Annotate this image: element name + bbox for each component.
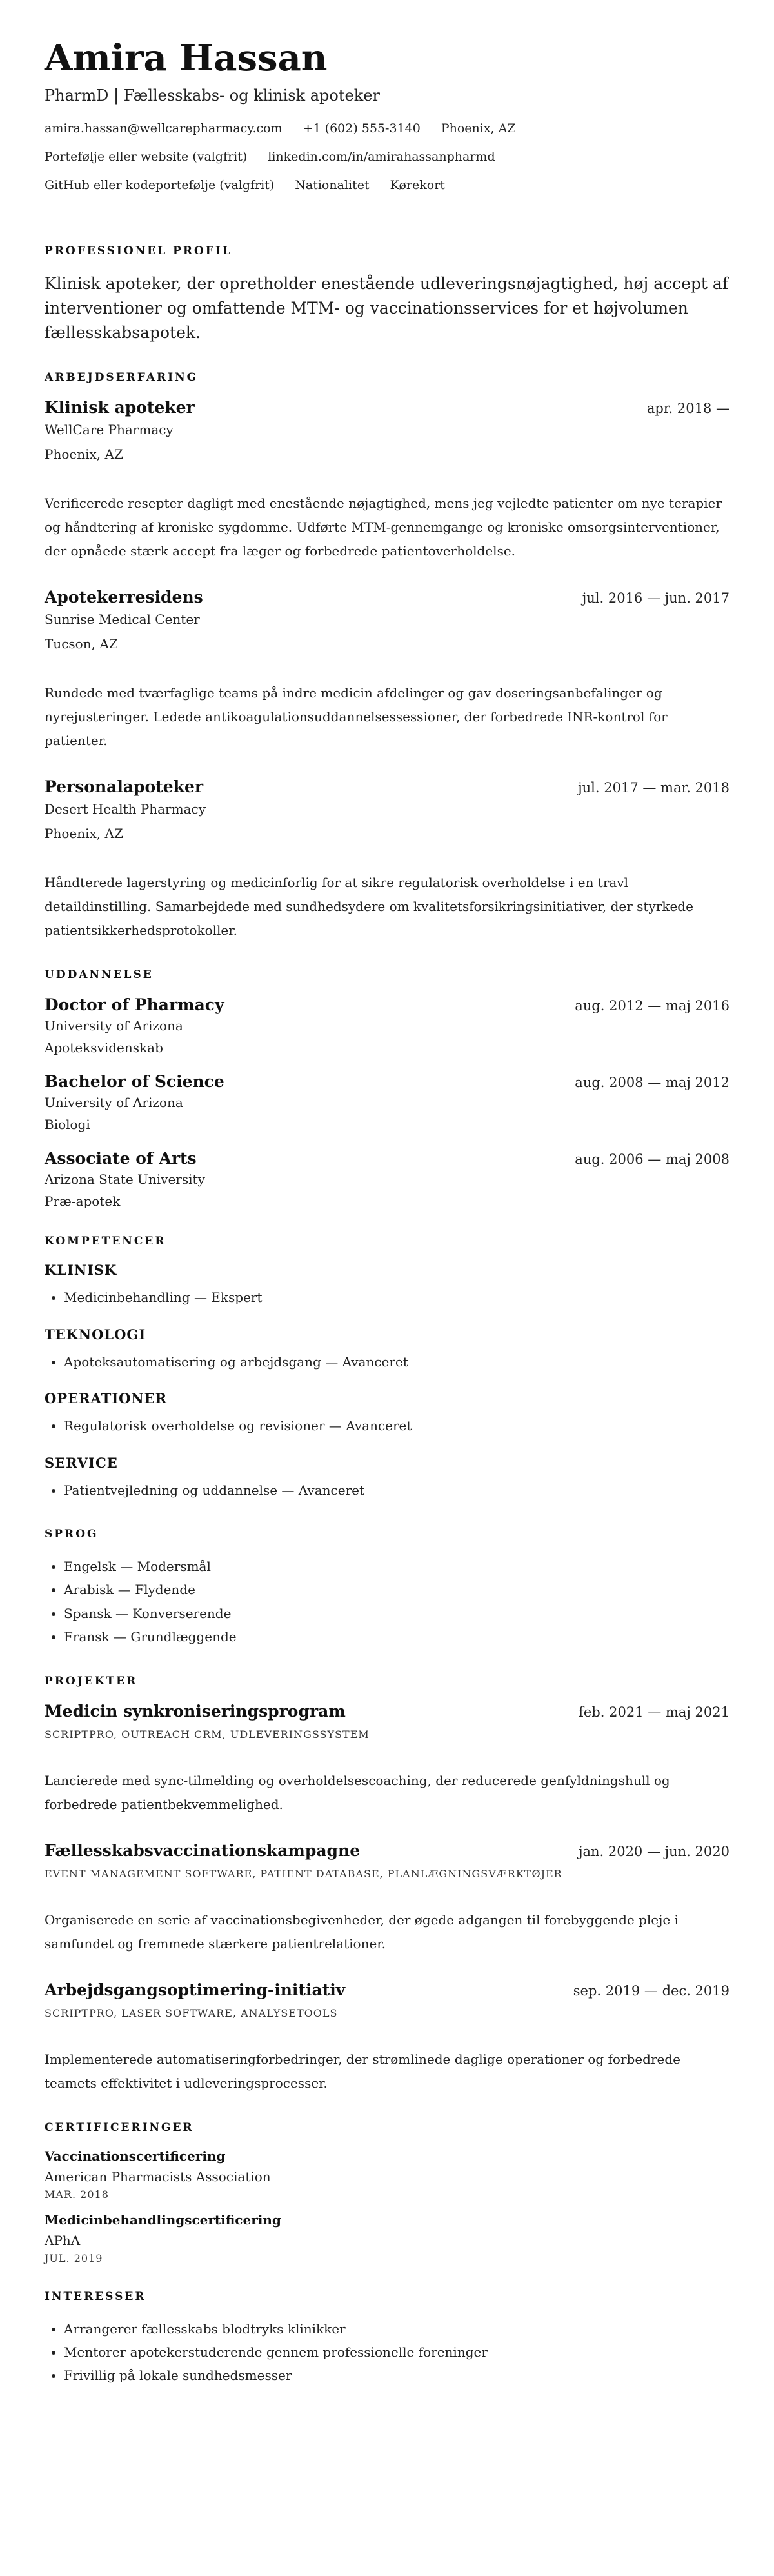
certification-date: MAR. 2018 <box>45 2188 109 2201</box>
contact-row-primary <box>45 121 729 135</box>
education-entry <box>45 1149 729 1209</box>
skill-category: OPERATIONER <box>45 1390 168 1407</box>
project-name: Medicin synkroniseringsprogram <box>45 1701 346 1721</box>
job-location: Phoenix, AZ <box>45 446 123 463</box>
contact-license: Kørekort <box>390 178 445 193</box>
degree-title: Associate of Arts <box>45 1149 197 1168</box>
job-date: jul. 2017 — mar. 2018 <box>578 780 729 796</box>
degree-title: Bachelor of Science <box>45 1072 224 1092</box>
project-tech: SCRIPTPRO, LASER SOFTWARE, ANALYSETOOLS <box>45 2006 338 2019</box>
degree-title: Doctor of Pharmacy <box>45 995 224 1015</box>
interest-item: • Mentorer apotekerstuderende gennem professionelle foreninger <box>64 2341 729 2364</box>
skills-heading: KOMPETENCER <box>45 1235 166 1248</box>
profile-heading: PROFESSIONEL PROFIL <box>45 245 232 258</box>
school-name: University of Arizona <box>45 1018 183 1034</box>
skill-list <box>45 1414 729 1437</box>
job-title: Personalapoteker <box>45 777 204 797</box>
job-company: WellCare Pharmacy <box>45 422 174 438</box>
certification-name: Medicinbehandlingscertificering <box>45 2212 281 2228</box>
project-entry <box>45 1702 729 1817</box>
project-entry <box>45 1981 729 2095</box>
skill-item: • Patientvejledning og uddannelse — Avanceret <box>64 1479 729 1502</box>
experience-entry <box>45 398 729 563</box>
project-description: Implementerede automatiseringforbedringer, der strømlinede daglige operationer og forbedrede teamets effektivitet i udleveringsprocesser. <box>45 2051 680 2091</box>
certification-name: Vaccinationscertificering <box>45 2148 226 2164</box>
degree-date: aug. 2012 — maj 2016 <box>575 998 729 1014</box>
language-item: • Arabisk — Flydende <box>64 1578 729 1601</box>
job-title: Apotekerresidens <box>45 588 203 607</box>
project-date: feb. 2021 — maj 2021 <box>579 1704 729 1720</box>
education-entry <box>45 1072 729 1132</box>
resume-header <box>45 37 729 192</box>
project-description: Organiserede en serie af vaccinationsbegivenheder, der øgede adgangen til forebyggende pleje i samfundet og fremmede stærkere patientrelationer. <box>45 1912 679 1952</box>
experience-heading: ARBEJDSERFARING <box>45 371 199 384</box>
projects-section <box>45 1675 729 2095</box>
skill-list <box>45 1350 729 1373</box>
interests-heading: INTERESSER <box>45 2290 146 2303</box>
skill-item: • Apoteksautomatisering og arbejdsgang — Avanceret <box>64 1350 729 1373</box>
job-company: Desert Health Pharmacy <box>45 801 206 817</box>
skill-category: SERVICE <box>45 1454 118 1471</box>
skill-category: TEKNOLOGI <box>45 1326 146 1343</box>
certifications-section <box>45 2121 729 2264</box>
interests-section <box>45 2290 729 2388</box>
project-tech: SCRIPTPRO, OUTREACH CRM, UDLEVERINGSSYSTEM <box>45 1728 370 1741</box>
language-item: • Spansk — Konverserende <box>64 1602 729 1625</box>
contact-email[interactable]: amira.hassan@wellcarepharmacy.com <box>45 121 283 136</box>
interest-item: • Arrangerer fællesskabs blodtryks klinikker <box>64 2317 729 2341</box>
skill-category: KLINISK <box>45 1262 117 1279</box>
experience-entry <box>45 777 729 943</box>
experience-section <box>45 371 729 943</box>
job-description: Verificerede resepter dagligt med enestående nøjagtighed, mens jeg vejledte patienter om nye terapier og håndtering af kroniske sygdomme. Udførte MTM-gennemgange og kroniske omsorgsinterventioner, der opnåede stærk accept fra læger og forbedrede patientoverholdelse. <box>45 495 722 559</box>
project-name: Arbejdsgangsoptimering-initiativ <box>45 1980 346 1999</box>
job-date: jul. 2016 — jun. 2017 <box>582 590 729 606</box>
language-item: • Engelsk — Modersmål <box>64 1555 729 1578</box>
degree-date: aug. 2008 — maj 2012 <box>575 1075 729 1091</box>
certification-entry <box>45 2212 729 2264</box>
degree-date: aug. 2006 — maj 2008 <box>575 1152 729 1168</box>
interest-list <box>45 2317 729 2388</box>
degree-field: Biologi <box>45 1117 90 1133</box>
contact-portfolio[interactable]: Portefølje eller website (valgfrit) <box>45 150 248 165</box>
languages-section <box>45 1528 729 1649</box>
language-item: • Fransk — Grundlæggende <box>64 1625 729 1648</box>
project-description: Lancierede med sync-tilmelding og overholdelsescoaching, der reducerede genfyldningshull og forbedrede patientbekvemmelighed. <box>45 1772 670 1812</box>
job-description: Håndterede lagerstyring og medicinforlig for at sikre regulatorisk overholdelse i en travl detaildinstilling. Samarbejdede med sundhedsydere om kvalitetsforsikringsinitiativer, der styrkede patientsikkerhedsprotokoller. <box>45 875 693 939</box>
skill-item: • Regulatorisk overholdelse og revisioner — Avanceret <box>64 1414 729 1437</box>
certification-date: JUL. 2019 <box>45 2252 103 2264</box>
skill-list <box>45 1286 729 1309</box>
education-section <box>45 968 729 1209</box>
job-company: Sunrise Medical Center <box>45 612 200 628</box>
job-title: Klinisk apoteker <box>45 398 195 417</box>
project-name: Fællesskabsvaccinationskampagne <box>45 1841 361 1860</box>
contact-location: Phoenix, AZ <box>441 121 516 136</box>
project-date: jan. 2020 — jun. 2020 <box>578 1843 729 1859</box>
certifications-heading: CERTIFICERINGER <box>45 2121 194 2134</box>
profile-summary: Klinisk apoteker, der opretholder enestående udleveringsnøjagtighed, høj accept af interventioner og omfattende MTM- og vaccinationsservices for et højvolumen fællesskabsapotek. <box>45 274 729 343</box>
skill-list <box>45 1479 729 1502</box>
candidate-name: Amira Hassan <box>45 37 328 79</box>
contact-nationality: Nationalitet <box>295 178 370 193</box>
job-date: apr. 2018 — <box>646 401 729 417</box>
project-date: sep. 2019 — dec. 2019 <box>573 1982 729 1999</box>
contact-row-links <box>45 150 729 164</box>
certification-issuer: APhA <box>45 2232 81 2248</box>
school-name: University of Arizona <box>45 1095 183 1111</box>
contact-phone[interactable]: +1 (602) 555-3140 <box>303 121 421 136</box>
contact-row-extra <box>45 178 729 192</box>
language-list <box>45 1555 729 1649</box>
education-entry <box>45 995 729 1055</box>
certification-entry <box>45 2148 729 2201</box>
languages-heading: SPROG <box>45 1527 99 1541</box>
project-entry <box>45 1841 729 1956</box>
contact-linkedin[interactable]: linkedin.com/in/amirahassanpharmd <box>268 150 495 165</box>
skill-item: • Medicinbehandling — Ekspert <box>64 1286 729 1309</box>
school-name: Arizona State University <box>45 1172 205 1188</box>
contact-github[interactable]: GitHub eller kodeportefølje (valgfrit) <box>45 178 275 193</box>
job-location: Tucson, AZ <box>45 636 118 652</box>
job-description: Rundede med tværfaglige teams på indre medicin afdelinger og gav doseringsanbefalinger og nyrejusteringer. Ledede antikoagulationsuddannelsessessioner, der forbedrede INR-kontrol for patienter. <box>45 685 668 749</box>
skills-section <box>45 1235 729 1502</box>
education-heading: UDDANNELSE <box>45 968 154 982</box>
certification-issuer: American Pharmacists Association <box>45 2168 271 2184</box>
interest-item: • Frivillig på lokale sundhedsmesser <box>64 2364 729 2387</box>
job-location: Phoenix, AZ <box>45 826 123 842</box>
experience-entry <box>45 588 729 753</box>
projects-heading: PROJEKTER <box>45 1674 138 1688</box>
project-tech: EVENT MANAGEMENT SOFTWARE, PATIENT DATABASE, PLANLÆGNINGSVÆRKTØJER <box>45 1867 562 1880</box>
degree-field: Apoteksvidenskab <box>45 1040 163 1056</box>
degree-field: Præ-apotek <box>45 1193 121 1210</box>
profile-section <box>45 245 729 345</box>
candidate-headline: PharmD | Fællesskabs- og klinisk apoteker <box>45 86 380 105</box>
